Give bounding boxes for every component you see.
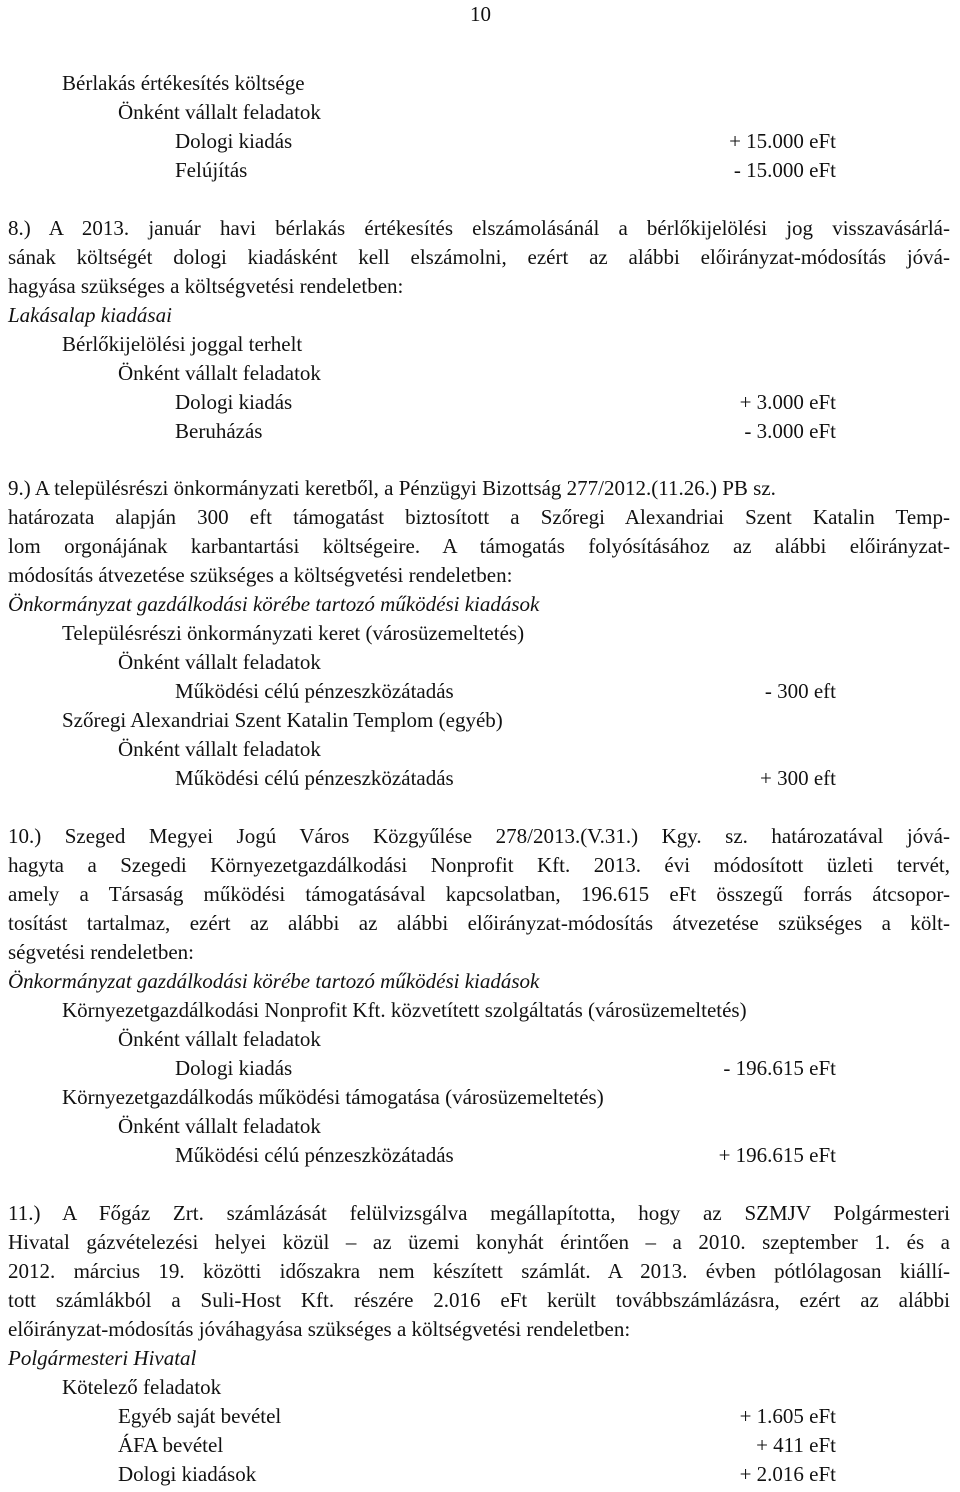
sec10-b-amount: + 196.615 eFt — [718, 1143, 836, 1167]
sec10-b-task: Önként vállalt feladatok — [118, 1114, 321, 1138]
sec8-paragraph-line: sának költségét dologi kiadásként kell elszámolni, ezért az alábbi előirányzat-módosítás jóvá- — [8, 245, 950, 269]
sec8-row-amount: + 3.000 eFt — [739, 390, 836, 414]
sec11-row-amount: + 1.605 eFt — [739, 1404, 836, 1428]
sec10-a-title: Környezetgazdálkodási Nonprofit Kft. közvetített szolgáltatás (városüzemeltetés) — [62, 998, 747, 1022]
sec10-a-label: Dologi kiadás — [175, 1056, 293, 1080]
sec11-paragraph-line: 11.) A Főgáz Zrt. számlázását felülvizsgálva megállapította, hogy az SZMJV Polgármesteri — [8, 1201, 950, 1225]
sec9-b-label: Működési célú pénzeszközátadás — [175, 766, 454, 790]
sec10-paragraph-line: 10.) Szeged Megyei Jogú Város Közgyűlése 278/2013.(V.31.) Kgy. sz. határozatával jóvá- — [8, 824, 950, 848]
sec11-paragraph-line: előirányzat-módosítás jóváhagyása szükséges a költségvetési rendeletben: — [8, 1317, 631, 1341]
sec9-a-amount: - 300 eft — [764, 679, 836, 703]
sec11-row-label: ÁFA bevétel — [118, 1433, 224, 1457]
sec10-heading: Önkormányzat gazdálkodási körébe tartozó működési kiadások — [8, 969, 540, 993]
sec7-line-task: Önként vállalt feladatok — [118, 100, 321, 124]
sec11-paragraph-line: tott számlákból a Suli-Host Kft. részére 2.016 eFt került továbbszámlázásra, ezért az alábbi — [8, 1288, 950, 1312]
sec9-b-task: Önként vállalt feladatok — [118, 737, 321, 761]
sec11-row-amount: + 2.016 eFt — [739, 1462, 836, 1486]
sec10-paragraph-line: amely a Társaság működési támogatásával kapcsolatban, 196.615 eFt összegű forrás átcsopor- — [8, 882, 950, 906]
sec7-row-label: Dologi kiadás — [175, 129, 293, 153]
sec11-row-label: Dologi kiadások — [118, 1462, 257, 1486]
sec8-row-label: Dologi kiadás — [175, 390, 293, 414]
sec9-paragraph-line: 9.) A településrészi önkormányzati keretből, a Pénzügyi Bizottság 277/2012.(11.26.) PB sz. — [8, 476, 776, 500]
sec9-heading: Önkormányzat gazdálkodási körébe tartozó működési kiadások — [8, 592, 540, 616]
sec9-paragraph-line: határozata alapján 300 eft támogatást biztosított a Szőregi Alexandriai Szent Katalin Temp- — [8, 505, 950, 529]
sec10-paragraph-line: hagyta a Szegedi Környezetgazdálkodási Nonprofit Kft. 2013. évi módosított üzleti tervét, — [8, 853, 950, 877]
page-number: 10 — [470, 2, 491, 26]
sec7-row-label: Felújítás — [175, 158, 248, 182]
sec9-b-amount: + 300 eft — [760, 766, 836, 790]
sec10-b-label: Működési célú pénzeszközátadás — [175, 1143, 454, 1167]
sec8-row-amount: - 3.000 eFt — [744, 419, 836, 443]
sec11-heading: Polgármesteri Hivatal — [8, 1346, 197, 1370]
sec9-a-label: Működési célú pénzeszközátadás — [175, 679, 454, 703]
sec11-paragraph-line: Hivatal gázvételezési helyei közül – az üzemi konyhát érintően – a 2010. szeptember 1. és a — [8, 1230, 950, 1254]
sec10-paragraph-line: tosítást tartalmaz, ezért az alábbi az alábbi előirányzat-módosítás átvezetése szükséges a költ- — [8, 911, 950, 935]
sec10-a-task: Önként vállalt feladatok — [118, 1027, 321, 1051]
sec8-heading: Lakásalap kiadásai — [8, 303, 172, 327]
sec9-a-task: Önként vállalt feladatok — [118, 650, 321, 674]
sec8-paragraph-line: hagyása szükséges a költségvetési rendeletben: — [8, 274, 404, 298]
sec10-a-amount: - 196.615 eFt — [723, 1056, 836, 1080]
sec10-b-title: Környezetgazdálkodás működési támogatása (városüzemeltetés) — [62, 1085, 604, 1109]
sec9-paragraph-line: módosítás átvezetése szükséges a költségvetési rendeletben: — [8, 563, 513, 587]
sec11-row-label: Egyéb saját bevétel — [118, 1404, 282, 1428]
sec9-paragraph-line: lom orgonájának karbantartási költségeire. A támogatás folyósításához az alábbi előirányzat- — [8, 534, 950, 558]
sec8-row-label: Beruházás — [175, 419, 263, 443]
sec11-row-amount: + 411 eFt — [756, 1433, 836, 1457]
sec10-paragraph-line: ségvetési rendeletben: — [8, 940, 195, 964]
sec7-line-title: Bérlakás értékesítés költsége — [62, 71, 305, 95]
sec9-a-title: Településrészi önkormányzati keret (városüzemeltetés) — [62, 621, 525, 645]
sec8-paragraph-line: 8.) A 2013. január havi bérlakás értékesítés elszámolásánál a bérlőkijelölési jog visszavásárlá- — [8, 216, 950, 240]
sec11-paragraph-line: 2012. március 19. közötti időszakra nem készített számlát. A 2013. évben pótlólagosan kiállí- — [8, 1259, 950, 1283]
sec7-row-amount: - 15.000 eFt — [733, 158, 836, 182]
sec9-b-title: Szőregi Alexandriai Szent Katalin Templom (egyéb) — [62, 708, 503, 732]
sec11-line-task: Kötelező feladatok — [62, 1375, 222, 1399]
sec8-line-task: Önként vállalt feladatok — [118, 361, 321, 385]
sec8-line-title: Bérlőkijelölési joggal terhelt — [62, 332, 303, 356]
sec7-row-amount: + 15.000 eFt — [729, 129, 836, 153]
